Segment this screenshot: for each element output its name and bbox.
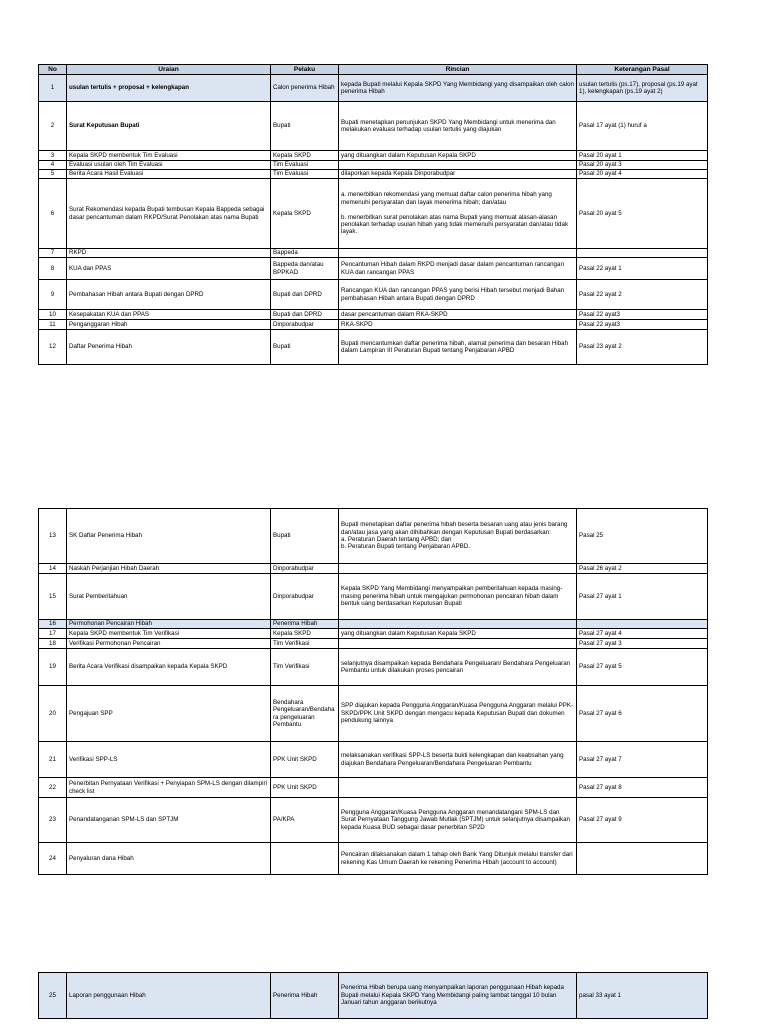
- procedure-table-2: [38, 508, 708, 875]
- cell-rincian: Penerima Hibah berupa uang menyampaikan laporan penggunaan Hibah kepada Bupati melalui Kepala SKPD Yang Membidangi paling lambat tanggal 10 bulan Januari tahun anggaran berikutnya: [339, 973, 577, 1019]
- table-row: [39, 258, 708, 280]
- cell-rincian: [339, 778, 577, 798]
- table-row: [39, 843, 708, 875]
- cell-pasal: [577, 843, 708, 875]
- cell-rincian: Bupati menetapkan penunjukan SKPD Yang Membidangi untuk menerima dan melakukan evaluasi terhadap usulan tertulis yang diajukan: [339, 102, 577, 151]
- procedure-table-1: [38, 64, 708, 365]
- table-row: [39, 102, 708, 151]
- cell-pelaku: Calon penerima Hibah: [271, 75, 339, 102]
- table-row: [39, 620, 708, 629]
- header-pelaku: Pelaku: [271, 65, 339, 75]
- cell-rincian: Bupati mencantumkan daftar penerima hibah, alamat penerima dan besaran Hibah dalam Lampiran III Peraturan Bupati tentang Penjabaran APBD: [339, 330, 577, 365]
- cell-pasal: Pasal 20 ayat 1: [577, 151, 708, 161]
- cell-pasal: Pasal 27 ayat 7: [577, 742, 708, 778]
- cell-no: 4: [39, 161, 67, 170]
- cell-pelaku: PA/KPA: [271, 798, 339, 843]
- cell-uraian: Penganggaran Hibah: [67, 320, 271, 330]
- cell-pasal: Pasal 27 ayat 3: [577, 639, 708, 649]
- cell-pelaku: Bupati: [271, 509, 339, 564]
- cell-uraian: KUA dan PPAS: [67, 258, 271, 280]
- cell-uraian: Laporan penggunaan Hibah: [67, 973, 271, 1019]
- cell-pelaku: Bappeda dan/atau BPPKAD: [271, 258, 339, 280]
- cell-uraian: Pengajuan SPP: [67, 686, 271, 742]
- cell-pelaku: Dinporabudpar: [271, 564, 339, 574]
- cell-no: 24: [39, 843, 67, 875]
- table-row: [39, 75, 708, 102]
- table-row: [39, 742, 708, 778]
- cell-pelaku: Penerima Hibah: [271, 620, 339, 629]
- cell-pasal: usulan tertulis (ps.17), proposal (ps.19 ayat 1), kelengkapan (ps.19 ayat 2): [577, 75, 708, 102]
- cell-pelaku: Bupati: [271, 330, 339, 365]
- table-row: [39, 973, 708, 1019]
- cell-pelaku: Dinporabudpar: [271, 574, 339, 620]
- cell-pasal: Pasal 22 ayat 1: [577, 258, 708, 280]
- cell-pasal: [577, 249, 708, 258]
- cell-rincian: melaksanakan verifikasi SPP-LS beserta bukti kelengkapan dan keabsahan yang diajukan Bendahara Pengeluaran/Bendahara Pengeluaran Pembantu: [339, 742, 577, 778]
- cell-pasal: Pasal 27 ayat 9: [577, 798, 708, 843]
- cell-rincian: yang dituangkan dalam Keputusan Kepala SKPD: [339, 629, 577, 639]
- cell-pelaku: Bupati dan DPRD: [271, 280, 339, 310]
- cell-pasal: Pasal 25: [577, 509, 708, 564]
- cell-pelaku: Tim Evaluasi: [271, 161, 339, 170]
- cell-pasal: Pasal 26 ayat 2: [577, 564, 708, 574]
- cell-rincian: dasar pencantuman dalam RKA-SKPD: [339, 310, 577, 320]
- cell-uraian: Berita Acara Hasil Evaluasi: [67, 170, 271, 179]
- cell-pelaku: Dinporabudpar: [271, 320, 339, 330]
- cell-uraian: SK Daftar Penerima Hibah: [67, 509, 271, 564]
- cell-pelaku: Tim Verifikasi: [271, 639, 339, 649]
- cell-pasal: Pasal 22 ayat3: [577, 310, 708, 320]
- cell-uraian: usulan tertulis + proposal + kelengkapan: [67, 75, 271, 102]
- cell-uraian: Penerbitan Pernyataan Verifikasi + Penyiapan SPM-LS dengan dilampiri check list: [67, 778, 271, 798]
- cell-pasal: Pasal 22 ayat 2: [577, 280, 708, 310]
- cell-pasal: Pasal 27 ayat 8: [577, 778, 708, 798]
- cell-no: 20: [39, 686, 67, 742]
- table-row: [39, 170, 708, 179]
- cell-rincian: yang dituangkan dalam Keputusan Kepala SKPD: [339, 151, 577, 161]
- cell-pasal: Pasal 17 ayat (1) huruf a: [577, 102, 708, 151]
- cell-pasal: Pasal 27 ayat 6: [577, 686, 708, 742]
- cell-no: 22: [39, 778, 67, 798]
- cell-uraian: Pembahasan Hibah antara Bupati dengan DPRD: [67, 280, 271, 310]
- cell-uraian: Kepala SKPD membentuk Tim Evaluasi: [67, 151, 271, 161]
- table-row: [39, 310, 708, 320]
- cell-pelaku: Bappeda: [271, 249, 339, 258]
- cell-no: 21: [39, 742, 67, 778]
- cell-no: 8: [39, 258, 67, 280]
- cell-no: 1: [39, 75, 67, 102]
- cell-rincian: Bupati menetapkan daftar penerima hibah beserta besaran uang atau jenis barang dan/atau jasa yang akan dihibahkan dengan Keputusan Bupati berdasarkan: a. Peraturan Daerah tentang APBD; dan b. Peraturan Bupati tentang Penjabaran APBD.: [339, 509, 577, 564]
- cell-no: 9: [39, 280, 67, 310]
- cell-uraian: Surat Rekomendasi kepada Bupati tembusan Kepala Bappeda sebagai dasar pencantuman dalam RKPD/Surat Penolakan atas nama Bupati: [67, 179, 271, 249]
- cell-no: 5: [39, 170, 67, 179]
- cell-pasal: Pasal 20 ayat 5: [577, 179, 708, 249]
- cell-pasal: Pasal 20 ayat 4: [577, 170, 708, 179]
- cell-pelaku: Bupati dan DPRD: [271, 310, 339, 320]
- cell-pasal: Pasal 27 ayat 4: [577, 629, 708, 639]
- cell-no: 7: [39, 249, 67, 258]
- cell-uraian: Daftar Penerima Hibah: [67, 330, 271, 365]
- cell-pasal: Pasal 27 ayat 1: [577, 574, 708, 620]
- cell-pasal: Pasal 20 ayat 3: [577, 161, 708, 170]
- cell-pelaku: PPK Unit SKPD: [271, 742, 339, 778]
- table-row: [39, 649, 708, 686]
- cell-rincian: SPP diajukan kepada Pengguna Anggaran/Kuasa Pengguna Anggaran melalui PPK-SKPD/PPK Unit SKPD dengan mengacu kepada Keputusan Bupati dan dokumen pendukung lainnya: [339, 686, 577, 742]
- procedure-table-3: [38, 972, 708, 1019]
- cell-no: 2: [39, 102, 67, 151]
- cell-pasal: Pasal 27 ayat 5: [577, 649, 708, 686]
- cell-uraian: Permohonan Pencairan Hibah: [67, 620, 271, 629]
- table-row: [39, 639, 708, 649]
- header-keterangan-pasal: Keterangan Pasal: [577, 65, 708, 75]
- table-row: [39, 564, 708, 574]
- cell-pasal: Pasal 22 ayat3: [577, 320, 708, 330]
- cell-no: 16: [39, 620, 67, 629]
- cell-pelaku: PPK Unit SKPD: [271, 778, 339, 798]
- cell-uraian: Surat Keputusan Bupati: [67, 102, 271, 151]
- table-row: [39, 509, 708, 564]
- cell-pelaku: Bupati: [271, 102, 339, 151]
- cell-uraian: Evaluasi usulan oleh Tim Evaluasi: [67, 161, 271, 170]
- cell-pelaku: [271, 843, 339, 875]
- table-row: [39, 629, 708, 639]
- table-row: [39, 161, 708, 170]
- cell-no: 13: [39, 509, 67, 564]
- cell-pasal: Pasal 23 ayat 2: [577, 330, 708, 365]
- cell-rincian: kepada Bupati melalui Kepala SKPD Yang Membidangi yang disampaikan oleh calon penerima Hibah: [339, 75, 577, 102]
- cell-no: 10: [39, 310, 67, 320]
- cell-no: 15: [39, 574, 67, 620]
- table-row: [39, 151, 708, 161]
- table-header-row: [39, 65, 708, 75]
- cell-uraian: Penyaluran dana Hibah: [67, 843, 271, 875]
- cell-uraian: Surat Pemberitahuan: [67, 574, 271, 620]
- table-row: [39, 778, 708, 798]
- cell-no: 23: [39, 798, 67, 843]
- cell-rincian: [339, 161, 577, 170]
- cell-rincian: Pencantuman Hibah dalam RKPD menjadi dasar dalam pencantuman rancangan KUA dan rancangan PPAS: [339, 258, 577, 280]
- cell-rincian: [339, 639, 577, 649]
- cell-rincian: a. menerbitkan rekomendasi yang memuat daftar calon penerima hibah yang memenuhi persyaratan dan layak menerima hibah; dan/atau b. menerbitkan surat penolakan atas nama Bupati yang memuat alasan-alasan penolakan terhadap usulan hibah yang tidak memenuhi persyaratan dan/atau tidak layak.: [339, 179, 577, 249]
- cell-no: 19: [39, 649, 67, 686]
- cell-uraian: Kesepakatan KUA dan PPAS: [67, 310, 271, 320]
- table-row: [39, 249, 708, 258]
- cell-uraian: Naskah Perjanjian Hibah Daerah: [67, 564, 271, 574]
- cell-no: 17: [39, 629, 67, 639]
- cell-rincian: RKA-SKPD: [339, 320, 577, 330]
- table-row: [39, 280, 708, 310]
- table-row: [39, 686, 708, 742]
- table-row: [39, 179, 708, 249]
- header-rincian: Rincian: [339, 65, 577, 75]
- table-row: [39, 320, 708, 330]
- cell-rincian: Rancangan KUA dan rancangan PPAS yang berisi Hibah tersebut menjadi Bahan pembahasan Hibah antara Bupati dengan DPRD: [339, 280, 577, 310]
- cell-rincian: Kepala SKPD Yang Membidangi menyampaikan pemberitahuan kepada masing-masing penerima hibah untuk mengajukan permohonan pencairan hibah dalam bentuk uang berdasarkan Keputusan Bupati: [339, 574, 577, 620]
- cell-pelaku: Kepala SKPD: [271, 179, 339, 249]
- cell-no: 6: [39, 179, 67, 249]
- cell-no: 14: [39, 564, 67, 574]
- cell-uraian: Verifikasi Permohonan Pencairan: [67, 639, 271, 649]
- cell-rincian: [339, 620, 577, 629]
- cell-rincian: selanjutnya disampaikan kepada Bendahara Pengeluaran/ Bendahara Pengeluaran Pembantu untuk dilakukan proses pencairan: [339, 649, 577, 686]
- cell-rincian: [339, 249, 577, 258]
- cell-pelaku: Tim Verifikasi: [271, 649, 339, 686]
- cell-rincian: dilaporkan kepada Kepala Dinporabudpar: [339, 170, 577, 179]
- cell-uraian: Verifikasi SPP-LS: [67, 742, 271, 778]
- cell-pelaku: Tim Evaluasi: [271, 170, 339, 179]
- cell-uraian: Penandatanganan SPM-LS dan SPTJM: [67, 798, 271, 843]
- cell-no: 11: [39, 320, 67, 330]
- cell-pelaku: Penerima Hibah: [271, 973, 339, 1019]
- cell-no: 18: [39, 639, 67, 649]
- cell-no: 12: [39, 330, 67, 365]
- cell-uraian: RKPD: [67, 249, 271, 258]
- table-row: [39, 798, 708, 843]
- cell-no: 3: [39, 151, 67, 161]
- cell-rincian: Pengguna Anggaran/Kuasa Pengguna Anggaran menandatangani SPM-LS dan Surat Pernyataan Tanggung Jawab Mutlak (SPTJM) untuk selanjutnya disampaikan kepada Kuasa BUD sebagai dasar penerbitan SP2D: [339, 798, 577, 843]
- cell-pelaku: Kepala SKPD: [271, 151, 339, 161]
- cell-uraian: Berita Acara Verifikasi disampaikan kepada Kepala SKPD: [67, 649, 271, 686]
- cell-pasal: pasal 33 ayat 1: [577, 973, 708, 1019]
- cell-pasal: [577, 620, 708, 629]
- table-row: [39, 574, 708, 620]
- header-no: No: [39, 65, 67, 75]
- cell-pelaku: Bendahara Pengeluaran/Bendahara pengeluaran Pembantu: [271, 686, 339, 742]
- cell-rincian: Pencairan dilaksanakan dalam 1 tahap oleh Bank Yang Ditunjuk melalui transfer dari rekening Kas Umum Daerah ke rekening Penerima Hibah (account to account): [339, 843, 577, 875]
- header-uraian: Uraian: [67, 65, 271, 75]
- table-row: [39, 330, 708, 365]
- cell-pelaku: Kepala SKPD: [271, 629, 339, 639]
- cell-no: 25: [39, 973, 67, 1019]
- cell-uraian: Kepala SKPD membentuk Tim Verifikasi: [67, 629, 271, 639]
- cell-rincian: [339, 564, 577, 574]
